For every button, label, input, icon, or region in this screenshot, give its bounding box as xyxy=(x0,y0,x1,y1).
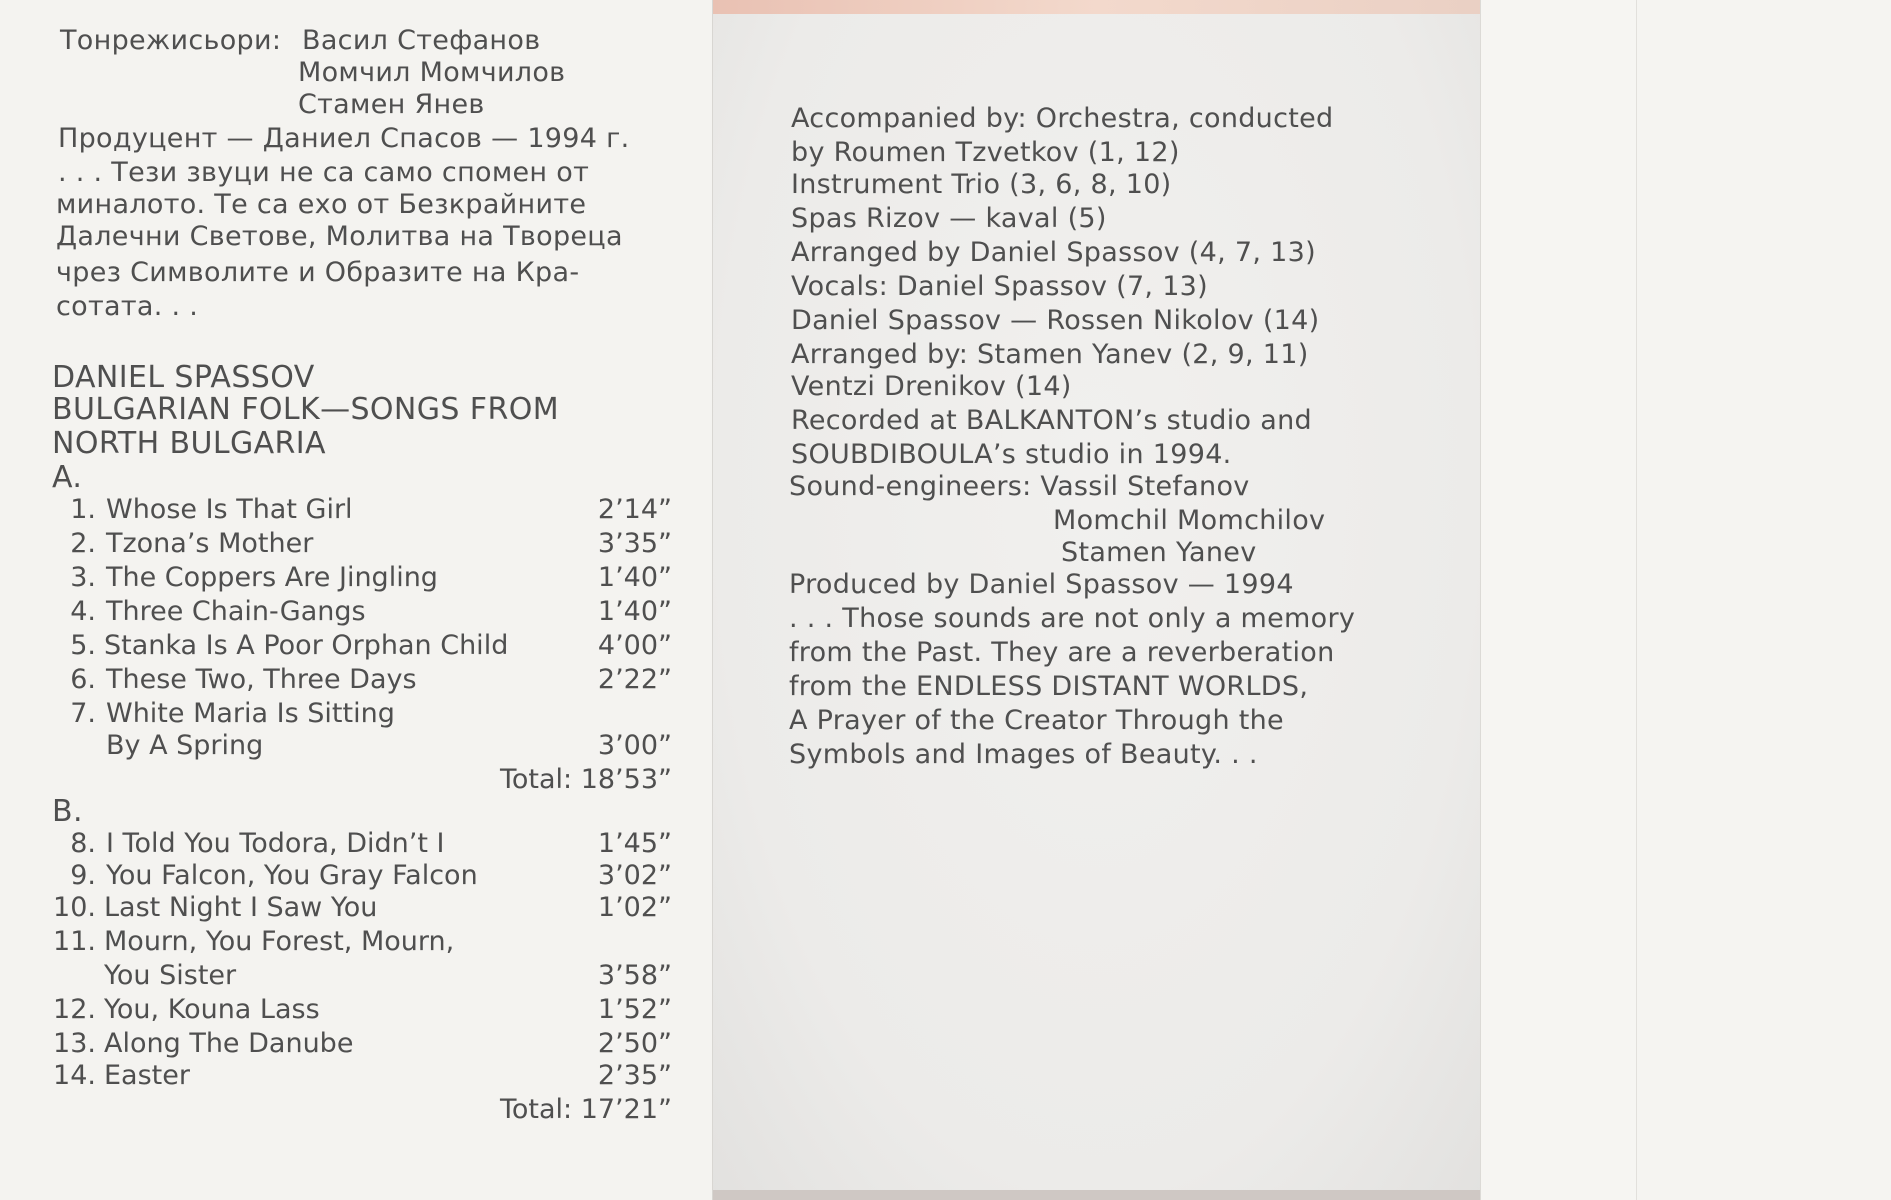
credit-line: Instrument Trio (3, 6, 8, 10) xyxy=(791,169,1172,200)
credit-line: Spas Rizov — kaval (5) xyxy=(791,203,1107,234)
blank-flap-outer xyxy=(1636,0,1891,1200)
credit-line: Accompanied by: Orchestra, conducted xyxy=(791,103,1334,134)
side-a-label: A. xyxy=(52,460,83,495)
track-duration: 3’00” xyxy=(597,730,672,761)
track-number: 13. xyxy=(53,1028,96,1059)
track-title: Tzona’s Mother xyxy=(106,528,314,559)
track-number: 11. xyxy=(53,926,96,957)
quote-line: Symbols and Images of Beauty. . . xyxy=(789,739,1258,770)
track-number: 4. xyxy=(70,596,96,627)
track-title: Last Night I Saw You xyxy=(104,892,378,923)
track-title: Three Chain-Gangs xyxy=(106,596,366,627)
middle-panel xyxy=(712,0,1481,1200)
engineer-name: Momchil Momchilov xyxy=(1053,505,1326,536)
track-title: Along The Danube xyxy=(104,1028,354,1059)
track-duration: 1’02” xyxy=(597,892,672,923)
track-title-continued: By A Spring xyxy=(106,730,264,761)
quote-line xyxy=(58,158,681,188)
credit-line: by Roumen Tzvetkov (1, 12) xyxy=(791,137,1180,168)
track-duration: 1’52” xyxy=(597,994,672,1025)
credit-line: SOUBDIBOULA’s studio in 1994. xyxy=(791,439,1232,470)
track-title: Whose Is That Girl xyxy=(106,494,353,525)
track-number: 9. xyxy=(70,860,96,891)
track-duration: 1’40” xyxy=(597,562,672,593)
track-number: 10. xyxy=(53,892,96,923)
track-duration: 3’58” xyxy=(597,960,672,991)
artist-name: DANIEL SPASSOV xyxy=(52,360,315,395)
credit-line: Arranged by: Stamen Yanev (2, 9, 11) xyxy=(791,339,1309,370)
engineer-name: Stamen Yanev xyxy=(1061,537,1257,568)
track-number: 12. xyxy=(53,994,96,1025)
track-duration: 2’14” xyxy=(597,494,672,525)
track-title: You, Kouna Lass xyxy=(104,994,320,1025)
quote-text: . . . Тези звуци не са само спомен от xyxy=(58,157,590,188)
track-title: Mourn, You Forest, Mourn, xyxy=(104,926,455,957)
track-duration: 1’40” xyxy=(597,596,672,627)
quote-line: Далечни Светове, Молитва на Твореца xyxy=(56,221,623,252)
track-title: The Coppers Are Jingling xyxy=(106,562,438,593)
album-title: BULGARIAN FOLK—SONGS FROM xyxy=(52,392,559,427)
track-duration: 4’00” xyxy=(597,630,672,661)
track-number: 1. xyxy=(70,494,96,525)
track-duration: 2’35” xyxy=(597,1060,672,1091)
quote-line: from the ENDLESS DISTANT WORLDS, xyxy=(789,671,1309,702)
side-b-label: B. xyxy=(52,794,83,829)
engineer-name: Васил Стефанов xyxy=(302,25,541,56)
track-title: Easter xyxy=(104,1060,190,1091)
top-color-strip xyxy=(713,0,1481,14)
track-number: 14. xyxy=(53,1060,96,1091)
track-number: 3. xyxy=(70,562,96,593)
quote-line: чрез Символите и Образите на Кра- xyxy=(56,257,580,288)
blank-flap-inner xyxy=(1480,0,1637,1200)
track-duration: 1’45” xyxy=(597,828,672,859)
bottom-color-strip xyxy=(713,1190,1481,1200)
track-number: 6. xyxy=(70,664,96,695)
credits-label: Тонрежисьори: xyxy=(60,25,282,56)
track-title: Stanka Is A Poor Orphan Child xyxy=(104,630,509,661)
track-title: These Two, Three Days xyxy=(106,664,417,695)
track-title-continued: You Sister xyxy=(104,960,237,991)
quote-line: A Prayer of the Creator Through the xyxy=(789,705,1284,736)
track-number: 2. xyxy=(70,528,96,559)
producer-line: Продуцент — Даниел Спасов — 1994 г. xyxy=(58,123,630,154)
credit-line: Recorded at BALKANTON’s studio and xyxy=(791,405,1312,436)
album-subtitle: NORTH BULGARIA xyxy=(52,426,326,461)
quote-line: from the Past. They are a reverberation xyxy=(789,637,1335,668)
track-title: I Told You Todora, Didn’t I xyxy=(106,828,445,859)
credit-line: Daniel Spassov — Rossen Nikolov (14) xyxy=(791,305,1320,336)
track-number: 5. xyxy=(70,630,96,661)
credit-line: Ventzi Drenikov (14) xyxy=(791,371,1072,402)
quote-line: . . . Those sounds are not only a memory xyxy=(789,603,1356,634)
track-number: 8. xyxy=(70,828,96,859)
track-number: 7. xyxy=(70,698,96,729)
left-panel xyxy=(0,0,712,1200)
credit-line: Vocals: Daniel Spassov (7, 13) xyxy=(791,271,1208,302)
track-duration: 3’35” xyxy=(597,528,672,559)
quote-line: миналото. Те са ехо от Безкрайните xyxy=(56,189,587,220)
produced-line: Produced by Daniel Spassov — 1994 xyxy=(789,569,1294,600)
track-title: You Falcon, You Gray Falcon xyxy=(106,860,478,891)
side-b-total: Total: 17’21” xyxy=(499,1094,672,1125)
side-a-total: Total: 18’53” xyxy=(499,764,672,795)
credit-line: Sound-engineers: Vassil Stefanov xyxy=(789,471,1250,502)
track-duration: 2’22” xyxy=(597,664,672,695)
credit-line: Arranged by Daniel Spassov (4, 7, 13) xyxy=(791,237,1316,268)
track-title: White Maria Is Sitting xyxy=(106,698,395,729)
track-duration: 2’50” xyxy=(597,1028,672,1059)
track-duration: 3’02” xyxy=(597,860,672,891)
engineer-name: Момчил Момчилов xyxy=(298,57,566,88)
quote-line: сотата. . . xyxy=(56,291,199,322)
engineer-name: Стамен Янев xyxy=(298,89,485,120)
